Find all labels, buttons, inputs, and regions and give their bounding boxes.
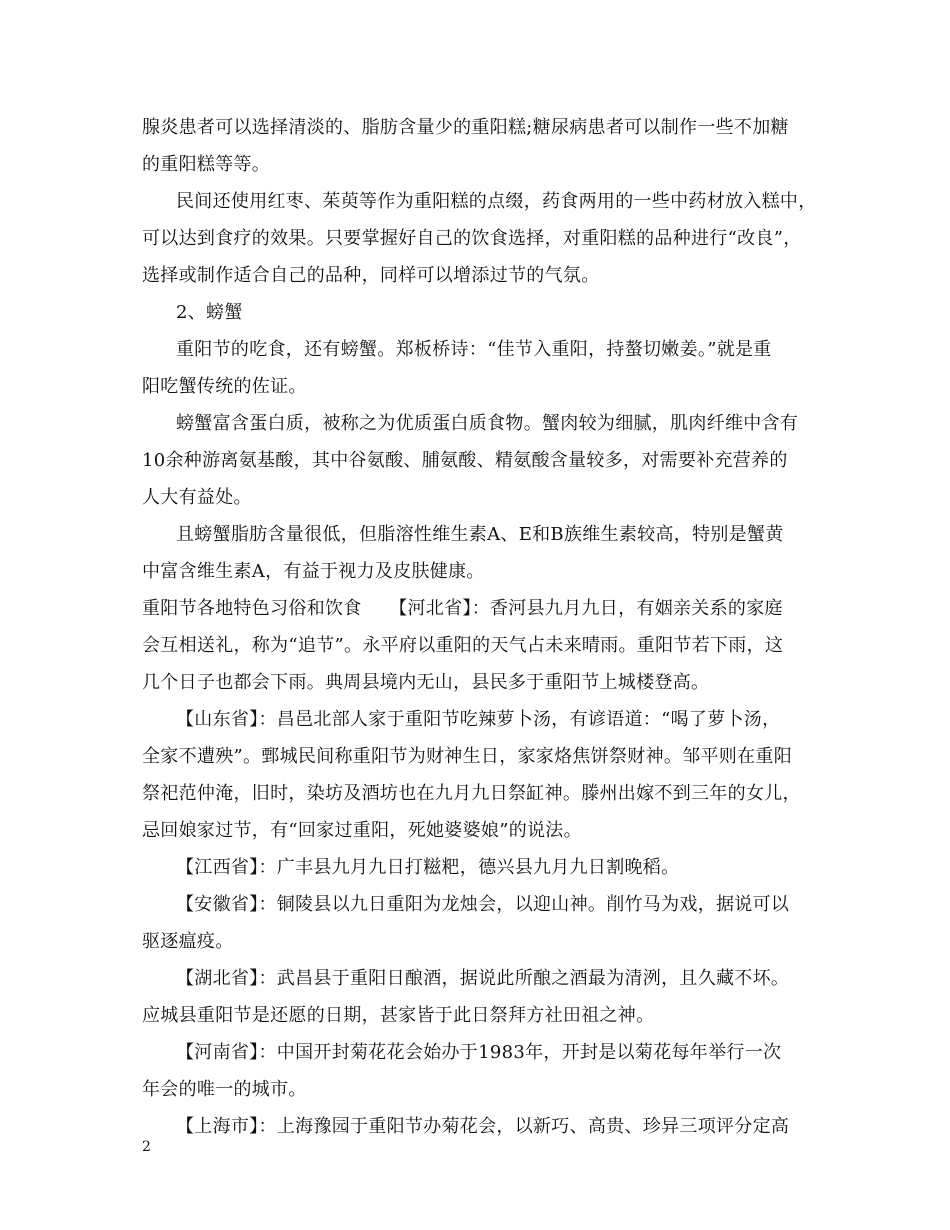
text-line: 【湖北省】：武昌县于重阳日酿酒，据说此所酿之酒最为清洌，且久藏不坏。 — [176, 968, 790, 989]
text-line: 祭祀范仲淹，旧时，染坊及酒坊也在九月九日祭缸神。滕州出嫁不到三年的女儿， — [142, 783, 801, 804]
text-line: 选择或制作适合自己的品种，同样可以增添过节的气氛。 — [142, 265, 600, 286]
text-line: 中富含维生素A，有益于视力及皮肤健康。 — [142, 561, 485, 582]
text-line: 【上海市】：上海豫园于重阳节办菊花会，以新巧、高贵、珍异三项评分定高 — [176, 1116, 790, 1137]
text-line: 全家不遭殃”。鄄城民间称重阳节为财神生日，家家烙焦饼祭财神。邹平则在重阳 — [142, 746, 792, 767]
text-line: 阳吃蟹传统的佐证。 — [142, 376, 307, 397]
text-line: 的重阳糕等等。 — [142, 154, 271, 175]
text-line: 几个日子也都会下雨。典周县境内无山，县民多于重阳节上城楼登高。 — [142, 672, 710, 693]
text-line: 可以达到食疗的效果。只要掌握好自己的饮食选择，对重阳糕的品种进行“改良”， — [142, 228, 802, 249]
text-line: 应城县重阳节是还愿的日期，甚家皆于此日祭拜方社田祖之神。 — [142, 1005, 655, 1026]
text-line: 【山东省】：昌邑北部人家于重阳节吃辣萝卜汤，有谚语道：“喝了萝卜汤， — [176, 709, 781, 730]
section-heading: 2、螃蟹 — [176, 302, 243, 323]
text-line: 忌回娘家过节，有“回家过重阳，死她婆婆娘”的说法。 — [142, 820, 582, 841]
text-line: 腺炎患者可以选择清淡的、脂肪含量少的重阳糕;糖尿病患者可以制作一些不加糖 — [142, 117, 789, 138]
text-line: 10余种游离氨基酸，其中谷氨酸、脯氨酸、精氨酸含量较多，对需要补充营养的 — [142, 450, 788, 471]
text-line: 驱逐瘟疫。 — [142, 931, 234, 952]
text-line: 【河南省】：中国开封菊花花会始办于1983年，开封是以菊花每年举行一次 — [176, 1042, 782, 1063]
text-line: 人大有益处。 — [142, 487, 252, 508]
page-number: 2 — [142, 1139, 151, 1155]
text-line: 年会的唯一的城市。 — [142, 1079, 307, 1100]
text-line: 螃蟹富含蛋白质，被称之为优质蛋白质食物。蟹肉较为细腻，肌肉纤维中含有 — [176, 413, 799, 434]
text-line: 【江西省】：广丰县九月九日打糍粑，德兴县九月九日割晚稻。 — [176, 857, 680, 878]
text-line: 重阳节的吃食，还有螃蟹。郑板桥诗：“佳节入重阳，持螯切嫩姜。”就是重 — [176, 339, 772, 360]
text-line: 且螃蟹脂肪含量很低，但脂溶性维生素A、E和B族维生素较高，特别是蟹黄 — [176, 524, 784, 545]
text-line: 重阳节各地特色习俗和饮食 【河北省】：香河县九月九日，有姻亲关系的家庭 — [142, 598, 783, 619]
text-line: 会互相送礼，称为“追节”。永平府以重阳的天气占未来晴雨。重阳节若下雨，这 — [142, 635, 784, 656]
text-line: 【安徽省】：铜陵县以九日重阳为龙烛会，以迎山神。削竹马为戏，据说可以 — [176, 894, 790, 915]
text-line: 民间还使用红枣、茱萸等作为重阳糕的点缀，药食两用的一些中药材放入糕中， — [176, 191, 817, 212]
